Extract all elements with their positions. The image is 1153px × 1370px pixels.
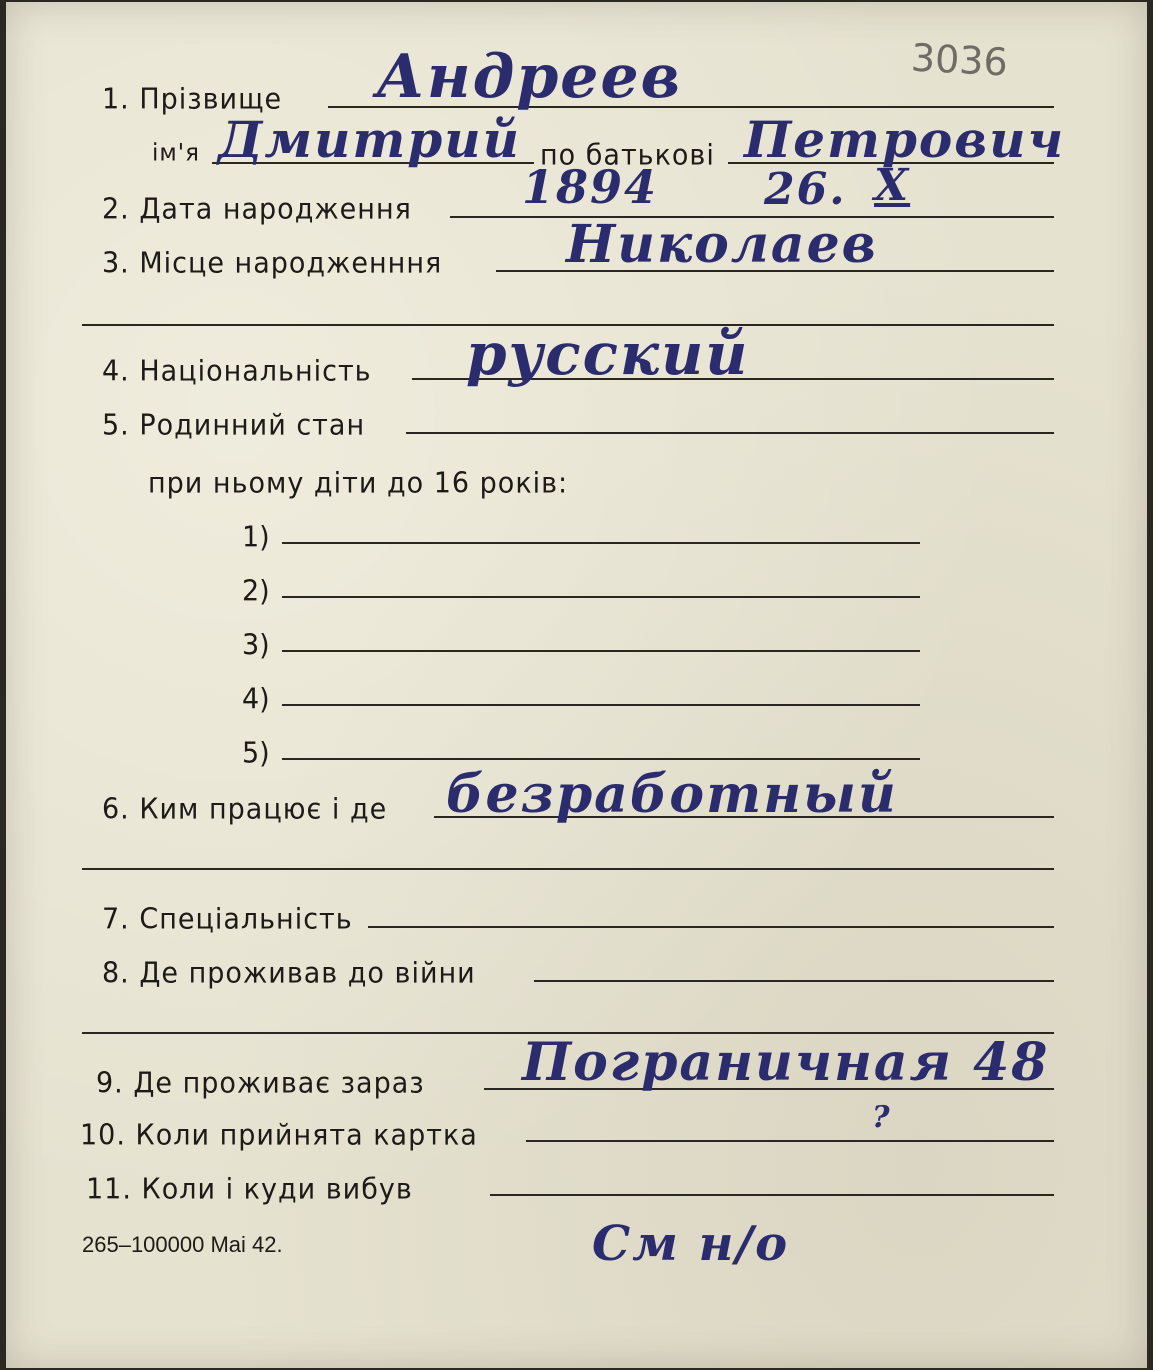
child-2-line bbox=[282, 596, 920, 598]
current-address-label: 9. Де проживає зараз bbox=[96, 1067, 425, 1100]
child-1-line bbox=[282, 542, 920, 544]
birth-date-year: 1894 bbox=[522, 160, 659, 214]
signature-note: См н/о bbox=[592, 1216, 790, 1272]
card-accepted-label: 10. Коли прийнята картка bbox=[80, 1119, 478, 1152]
patronymic-label: по батькові bbox=[540, 139, 715, 172]
print-run-footer: 265–100000 Mai 42. bbox=[82, 1232, 283, 1257]
child-1-label: 1) bbox=[242, 521, 270, 554]
name-label: ім'я bbox=[152, 139, 200, 167]
child-3-line bbox=[282, 650, 920, 652]
surname-label: 1. Прізвище bbox=[102, 83, 283, 116]
specialty-line bbox=[368, 926, 1054, 928]
work-line-2 bbox=[82, 868, 1054, 870]
card-accepted-line bbox=[526, 1140, 1054, 1142]
birth-place-label: 3. Місце народженння bbox=[102, 247, 443, 280]
child-5-label: 5) bbox=[242, 737, 270, 770]
birth-date-label: 2. Дата народження bbox=[102, 193, 412, 226]
birth-place-value: Николаев bbox=[566, 214, 878, 275]
work-value: безработный bbox=[446, 764, 898, 825]
current-address-value: Пограничная 48 bbox=[522, 1032, 1050, 1093]
card-accepted-value: ? bbox=[872, 1100, 892, 1135]
registration-card bbox=[6, 2, 1147, 1368]
work-label: 6. Ким працює і де bbox=[102, 793, 388, 826]
nationality-value: русский bbox=[466, 320, 750, 388]
child-4-line bbox=[282, 704, 920, 706]
marital-label: 5. Родинний стан bbox=[102, 409, 366, 442]
departure-line bbox=[490, 1194, 1054, 1196]
specialty-label: 7. Спеціальність bbox=[102, 903, 353, 936]
children-label: при ньому діти до 16 років: bbox=[148, 467, 569, 500]
child-3-label: 3) bbox=[242, 629, 270, 662]
patronymic-value: Петрович bbox=[744, 110, 1066, 169]
birth-date-month: X bbox=[874, 160, 911, 211]
child-4-label: 4) bbox=[242, 683, 270, 716]
birth-date-day: 26. bbox=[764, 164, 847, 215]
child-5-line bbox=[282, 758, 920, 760]
prewar-label: 8. Де проживав до війни bbox=[102, 957, 476, 990]
child-2-label: 2) bbox=[242, 575, 270, 608]
nationality-label: 4. Національність bbox=[102, 355, 372, 388]
departure-label: 11. Коли і куди вибув bbox=[86, 1173, 413, 1206]
name-value: Дмитрий bbox=[218, 110, 521, 169]
surname-value: Андреев bbox=[376, 42, 683, 112]
marital-line bbox=[406, 432, 1054, 434]
prewar-line bbox=[534, 980, 1054, 982]
archive-number: 3036 bbox=[909, 35, 1009, 85]
